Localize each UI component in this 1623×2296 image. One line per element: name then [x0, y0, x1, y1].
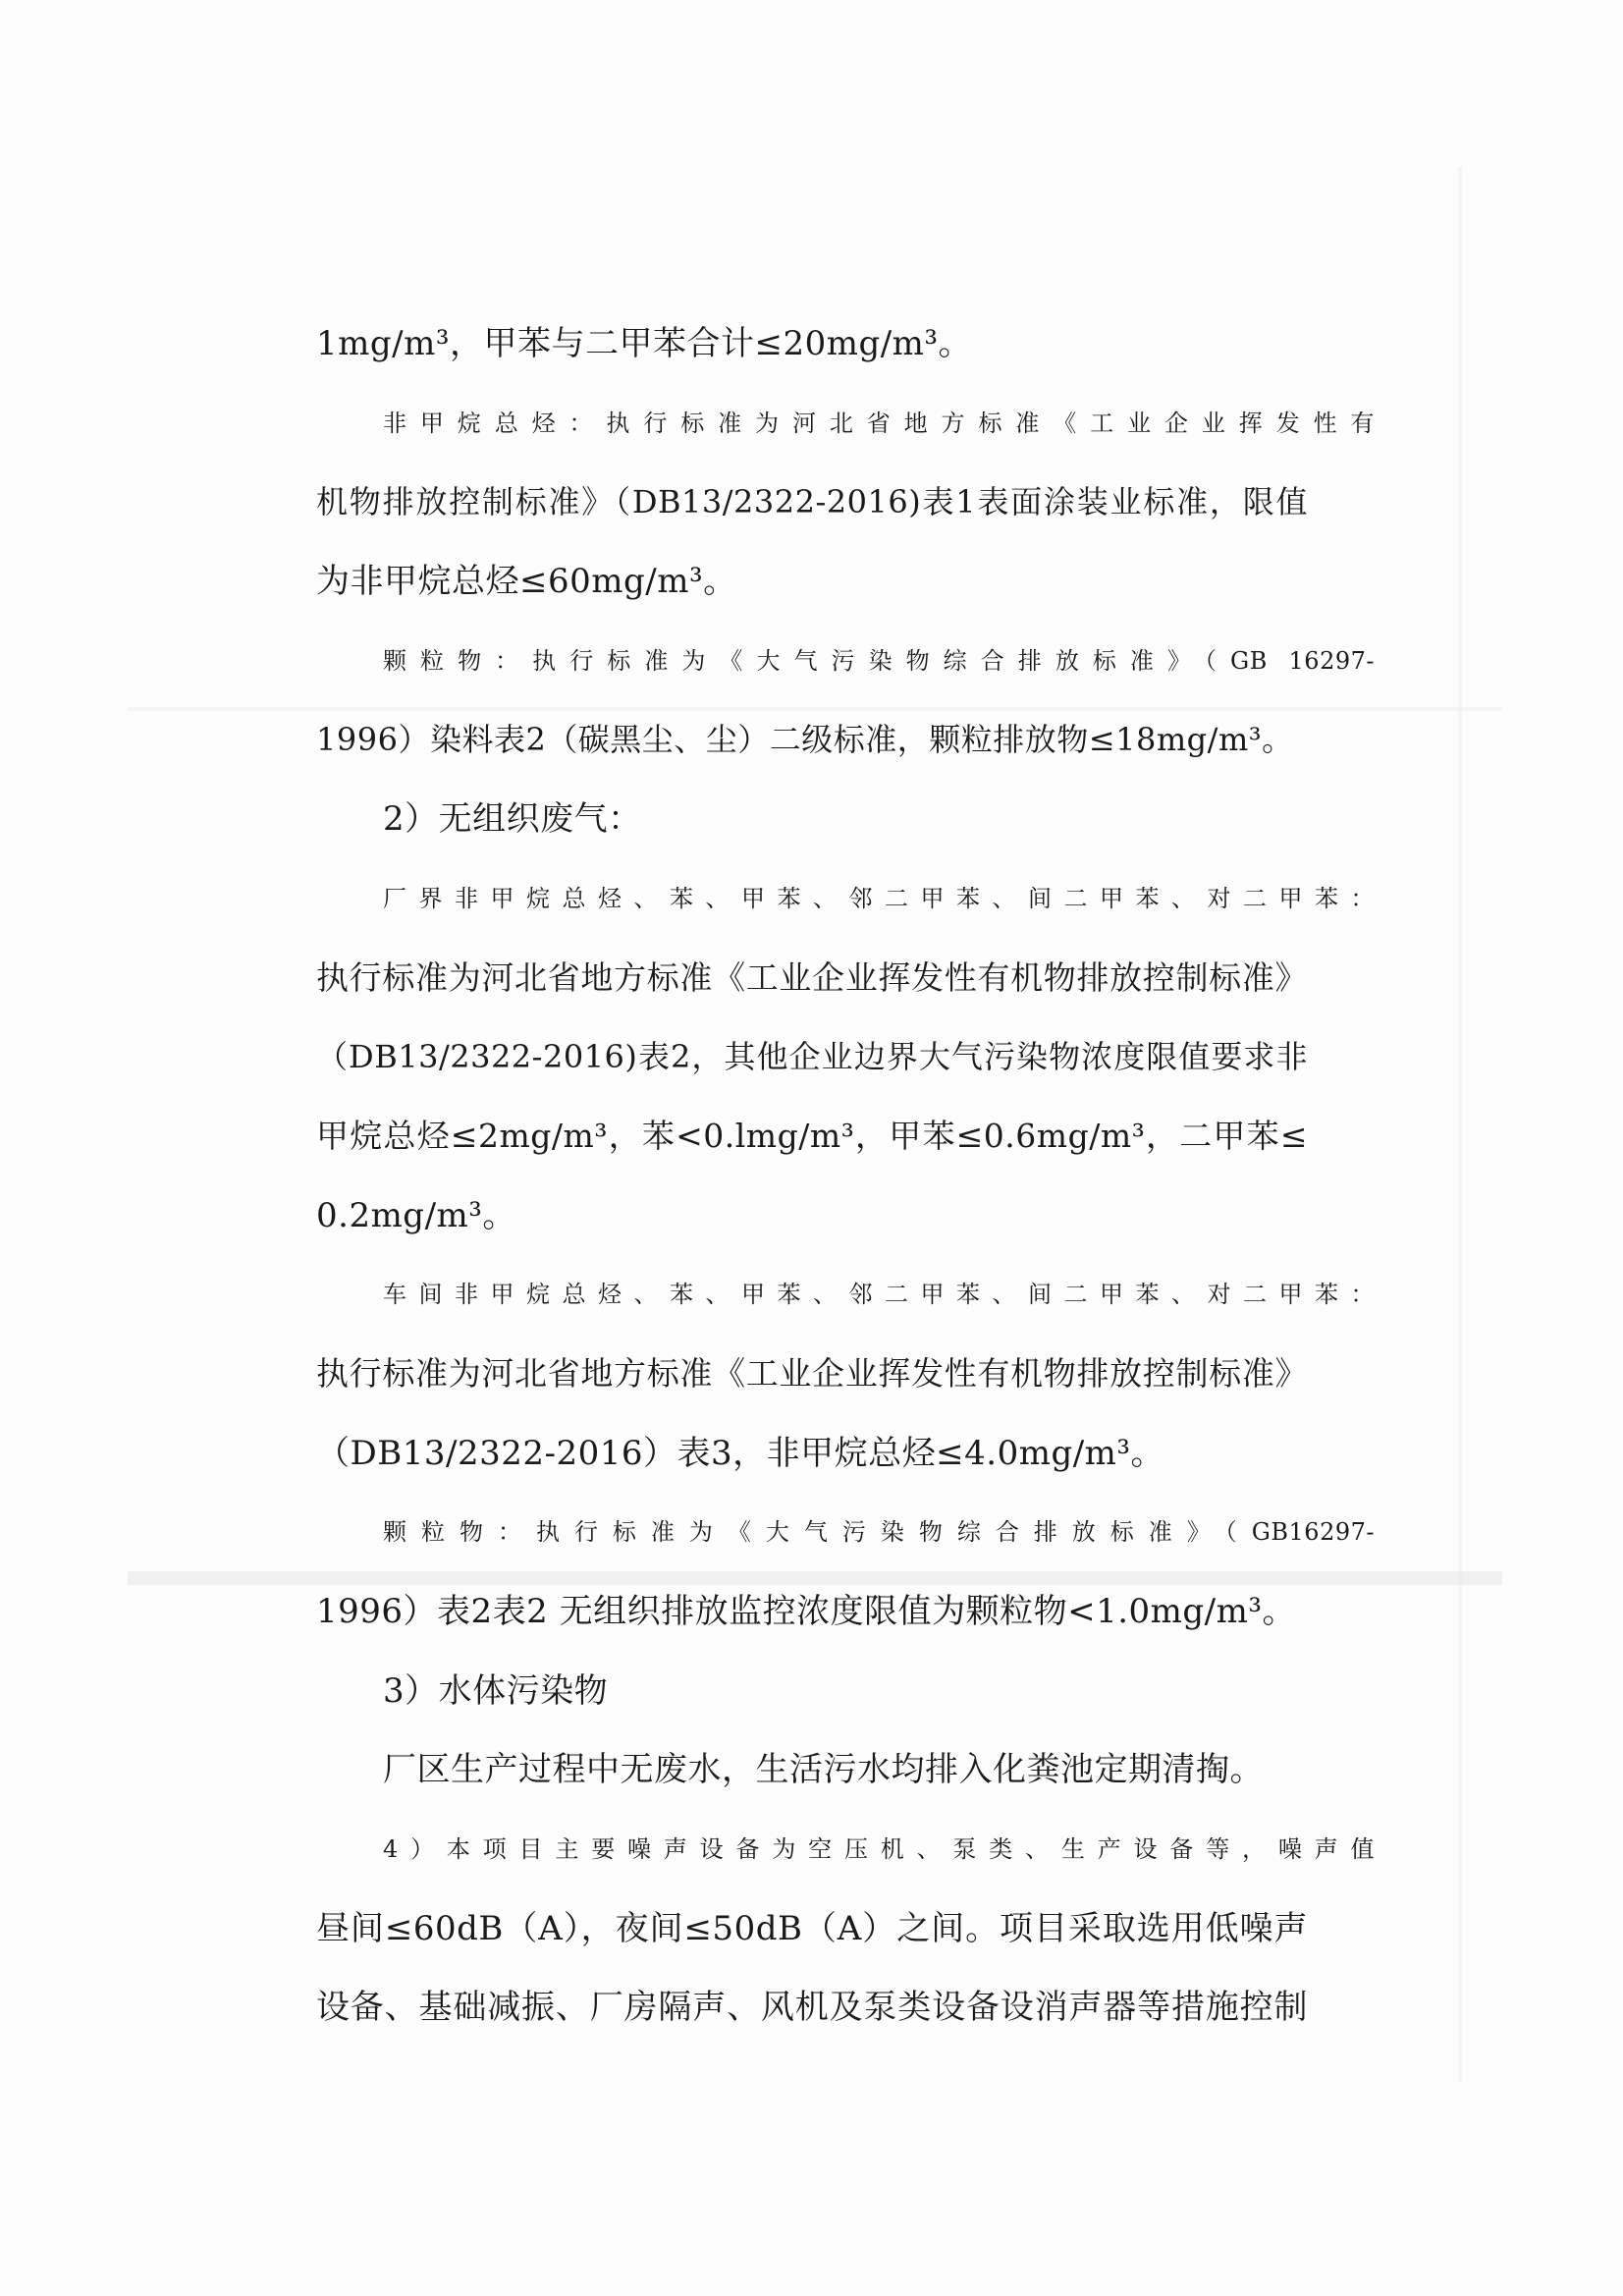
text-line: 执行标准为河北省地方标准《工业企业挥发性有机物排放控制标准》 — [316, 1353, 1308, 1393]
text-line: 2）无组织废气： — [383, 799, 642, 840]
text-line: 颗粒物：执行标准为《大气污染物综合排放标准》（GB 16297- — [383, 646, 1375, 675]
text-line: 执行标准为河北省地方标准《工业企业挥发性有机物排放控制标准》 — [316, 957, 1308, 997]
text-line: 颗粒物：执行标准为《大气污染物综合排放标准》（GB16297- — [383, 1518, 1375, 1547]
text-line: 非甲烷总烃：执行标准为河北省地方标准《工业企业挥发性有 — [383, 409, 1375, 437]
text-line: 车间非甲烷总烃、苯、甲苯、邻二甲苯、间二甲苯、对二甲苯： — [383, 1281, 1375, 1309]
text-line: 机物排放控制标准》（DB13/2322-2016)表1表面涂装业标准，限值 — [316, 483, 1308, 521]
text-line: 1mg/m³，甲苯与二甲苯合计≤20mg/m³。 — [316, 324, 973, 363]
text-line: 4）本项目主要噪声设备为空压机、泵类、生产设备等，噪声值 — [383, 1835, 1375, 1864]
text-line: （DB13/2322-2016)表2，其他企业边界大气污染物浓度限值要求非 — [316, 1038, 1308, 1076]
text-line: 1996）染料表2（碳黑尘、尘）二级标准，颗粒排放物≤18mg/m³。 — [316, 721, 1294, 759]
text-line: 厂区生产过程中无废水，生活污水均排入化粪池定期清掏。 — [383, 1750, 1264, 1790]
text-line: 甲烷总烃≤2mg/m³，苯<0.lmg/m³，甲苯≤0.6mg/m³，二甲苯≤ — [316, 1116, 1308, 1155]
text-line: 为非甲烷总烃≤60mg/m³。 — [316, 562, 737, 602]
text-line: 昼间≤60dB（A），夜间≤50dB（A）之间。项目采取选用低噪声 — [316, 1908, 1308, 1948]
document-body — [316, 324, 1375, 2067]
text-line: 0.2mg/m³。 — [316, 1195, 516, 1235]
bleed-through-edge — [1458, 167, 1462, 2082]
text-line: 1996）表2表2 无组织排放监控浓度限值为颗粒物<1.0mg/m³。 — [316, 1592, 1296, 1631]
text-line: 厂界非甲烷总烃、苯、甲苯、邻二甲苯、间二甲苯、对二甲苯： — [383, 884, 1375, 912]
text-line: 3）水体污染物 — [383, 1670, 609, 1711]
text-line: （DB13/2322-2016）表3，非甲烷总烃≤4.0mg/m³。 — [316, 1433, 1165, 1473]
text-line: 设备、基础减振、厂房隔声、风机及泵类设备设消声器等措施控制 — [316, 1988, 1308, 2028]
